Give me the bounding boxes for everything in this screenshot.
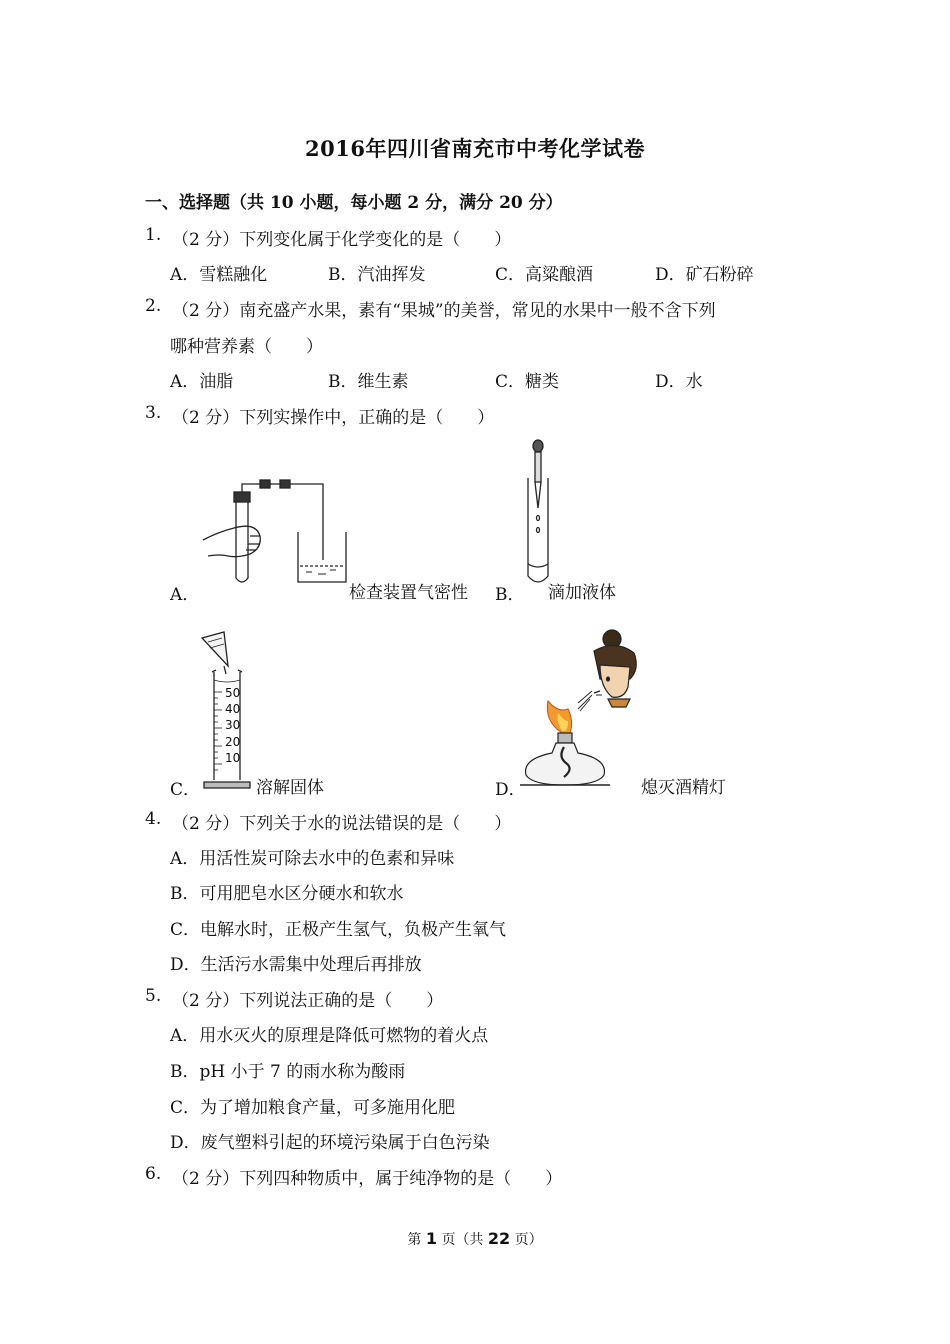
question-2-stem-continued: 哪种营养素（ ） <box>170 337 323 357</box>
question-2-number: 2. <box>145 296 162 316</box>
cylinder-tick-30: 30 <box>225 718 241 733</box>
question-3-option-b-caption: 滴加液体 <box>548 583 616 603</box>
question-3-option-c-caption: 溶解固体 <box>256 778 324 798</box>
section-title: 一、选择题（共 10 小题，每小题 2 分，满分 20 分） <box>145 193 563 213</box>
airtightness-check-illustration <box>198 440 358 590</box>
question-4-option-b: B．可用肥皂水区分硬水和软水 <box>170 884 404 904</box>
alcohol-lamp-illustration <box>530 625 645 795</box>
footer-total-pages: 22 <box>487 1229 511 1248</box>
question-3-option-a-letter: A． <box>170 585 200 605</box>
question-3-option-c-letter: C． <box>170 780 201 800</box>
question-4-option-a: A．用活性炭可除去水中的色素和异味 <box>170 849 455 869</box>
footer-page-number: 1 <box>425 1229 437 1248</box>
question-4-option-d: D．生活污水需集中处理后再排放 <box>170 955 422 975</box>
question-1-option-d: D．矿石粉碎 <box>655 265 754 285</box>
question-6-stem: （2 分）下列四种物质中，属于纯净物的是（ ） <box>172 1169 563 1189</box>
footer-prefix: 第 <box>407 1232 422 1248</box>
page-footer <box>0 1229 950 1249</box>
cylinder-tick-10: 10 <box>225 750 241 765</box>
question-1-option-a: A．雪糕融化 <box>170 265 268 285</box>
question-2-option-a: A．油脂 <box>170 372 234 392</box>
question-6-number: 6. <box>145 1164 162 1184</box>
question-3-option-d-caption: 熄灭酒精灯 <box>641 778 726 798</box>
question-3-number: 3. <box>145 403 162 423</box>
question-3-option-d-letter: D． <box>495 780 526 800</box>
page-title: 2016年四川省南充市中考化学试卷 <box>305 136 645 161</box>
question-2-stem: （2 分）南充盛产水果，素有“果城”的美誉，常见的水果中一般不含下列 <box>172 301 716 321</box>
question-5-option-c: C．为了增加粮食产量，可多施用化肥 <box>170 1098 456 1118</box>
question-1-option-b: B．汽油挥发 <box>328 265 426 285</box>
question-4-number: 4. <box>145 809 162 829</box>
question-4-stem: （2 分）下列关于水的说法错误的是（ ） <box>172 814 512 834</box>
question-3-option-b-letter: B． <box>495 585 525 605</box>
question-1-option-c: C．高粱酿酒 <box>495 265 594 285</box>
cylinder-tick-40: 40 <box>225 702 241 717</box>
question-5-number: 5. <box>145 986 162 1006</box>
cylinder-tick-20: 20 <box>225 734 241 749</box>
question-3-stem: （2 分）下列实操作中，正确的是（ ） <box>172 408 495 428</box>
footer-middle: 页（共 <box>441 1232 484 1248</box>
question-5-option-b: B．pH 小于 7 的雨水称为酸雨 <box>170 1062 406 1082</box>
question-2-option-b: B．维生素 <box>328 372 409 392</box>
question-4-option-c: C．电解水时，正极产生氢气，负极产生氧气 <box>170 920 507 940</box>
footer-suffix: 页） <box>514 1232 543 1248</box>
question-5-stem: （2 分）下列说法正确的是（ ） <box>172 991 444 1011</box>
question-5-option-a: A．用水灭火的原理是降低可燃物的着火点 <box>170 1026 489 1046</box>
dropper-illustration <box>518 438 558 588</box>
question-1-stem: （2 分）下列变化属于化学变化的是（ ） <box>172 230 512 250</box>
question-2-option-c: C．糖类 <box>495 372 560 392</box>
question-1-number: 1. <box>145 225 162 245</box>
question-3-option-a-caption: 检查装置气密性 <box>349 583 468 603</box>
question-5-option-d: D．废气塑料引起的环境污染属于白色污染 <box>170 1133 490 1153</box>
cylinder-tick-labels <box>225 685 240 766</box>
cylinder-tick-50: 50 <box>225 686 241 700</box>
question-2-option-d: D．水 <box>655 372 703 392</box>
